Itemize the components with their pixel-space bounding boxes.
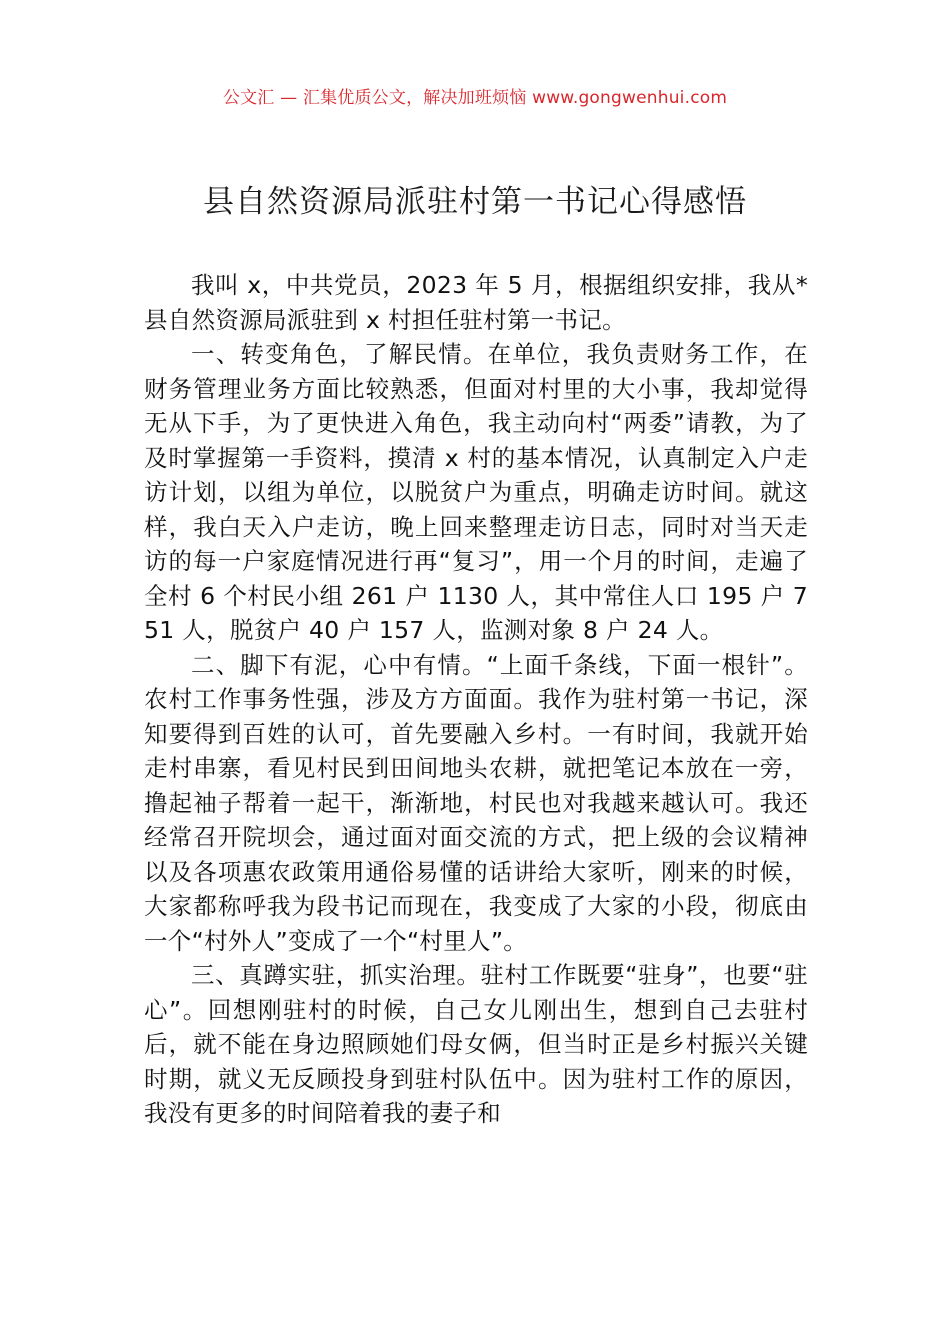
document-title: 县自然资源局派驻村第一书记心得感悟 (203, 184, 747, 220)
paragraph-section-2: 二、脚下有泥，心中有情。“上面千条线，下面一根针”。农村工作事务性强，涉及方方面面。我作为驻村第一书记，深知要得到百姓的认可，首先要融入乡村。一有时间，我就开始走村串寨，看见村民到田间地头农耕，就把笔记本放在一旁，撸起袖子帮着一起干，渐渐地，村民也对我越来越认可。我还经常召开院坝会，通过面对面交流的方式，把上级的会议精神以及各项惠农政策用通俗易懂的话讲给大家听，刚来的时候，大家都称呼我为段书记而现在，我变成了大家的小段，彻底由一个“村外人”变成了一个“村里人”。 (144, 650, 808, 955)
header-banner: 公文汇 — 汇集优质公文，解决加班烦恼 www.gongwenhui.com (222, 88, 728, 108)
paragraph-section-3: 三、真蹲实驻，抓实治理。驻村工作既要“驻身”，也要“驻心”。回想刚驻村的时候，自己女儿刚出生，想到自己去驻村后，就不能在身边照顾她们母女俩，但当时正是乡村振兴关键时期，就义无反顾投身到驻村队伍中。因为驻村工作的原因，我没有更多的时间陪着我的妻子和 (144, 961, 808, 1127)
document-body (144, 268, 808, 1131)
paragraph-section-1: 一、转变角色，了解民情。在单位，我负责财务工作，在财务管理业务方面比较熟悉，但面对村里的大小事，我却觉得无从下手，为了更快进入角色，我主动向村“两委”请教，为了及时掌握第一手资料，摸清 x 村的基本情况，认真制定入户走访计划，以组为单位，以脱贫户为重点，明确走访时间。就这样，我白天入户走访，晚上回来整理走访日志，同时对当天走访的每一户家庭情况进行再“复习”，用一个月的时间，走遍了全村 6 个村民小组 261 户 1130 人，其中常住人口 195 户 751 人，脱贫户 40 户 157 人，监测对象 8 户 24 人。 (144, 340, 808, 644)
paragraph-intro: 我叫 x，中共党员，2023 年 5 月，根据组织安排，我从*县自然资源局派驻到 x 村担任驻村第一书记。 (144, 271, 808, 334)
